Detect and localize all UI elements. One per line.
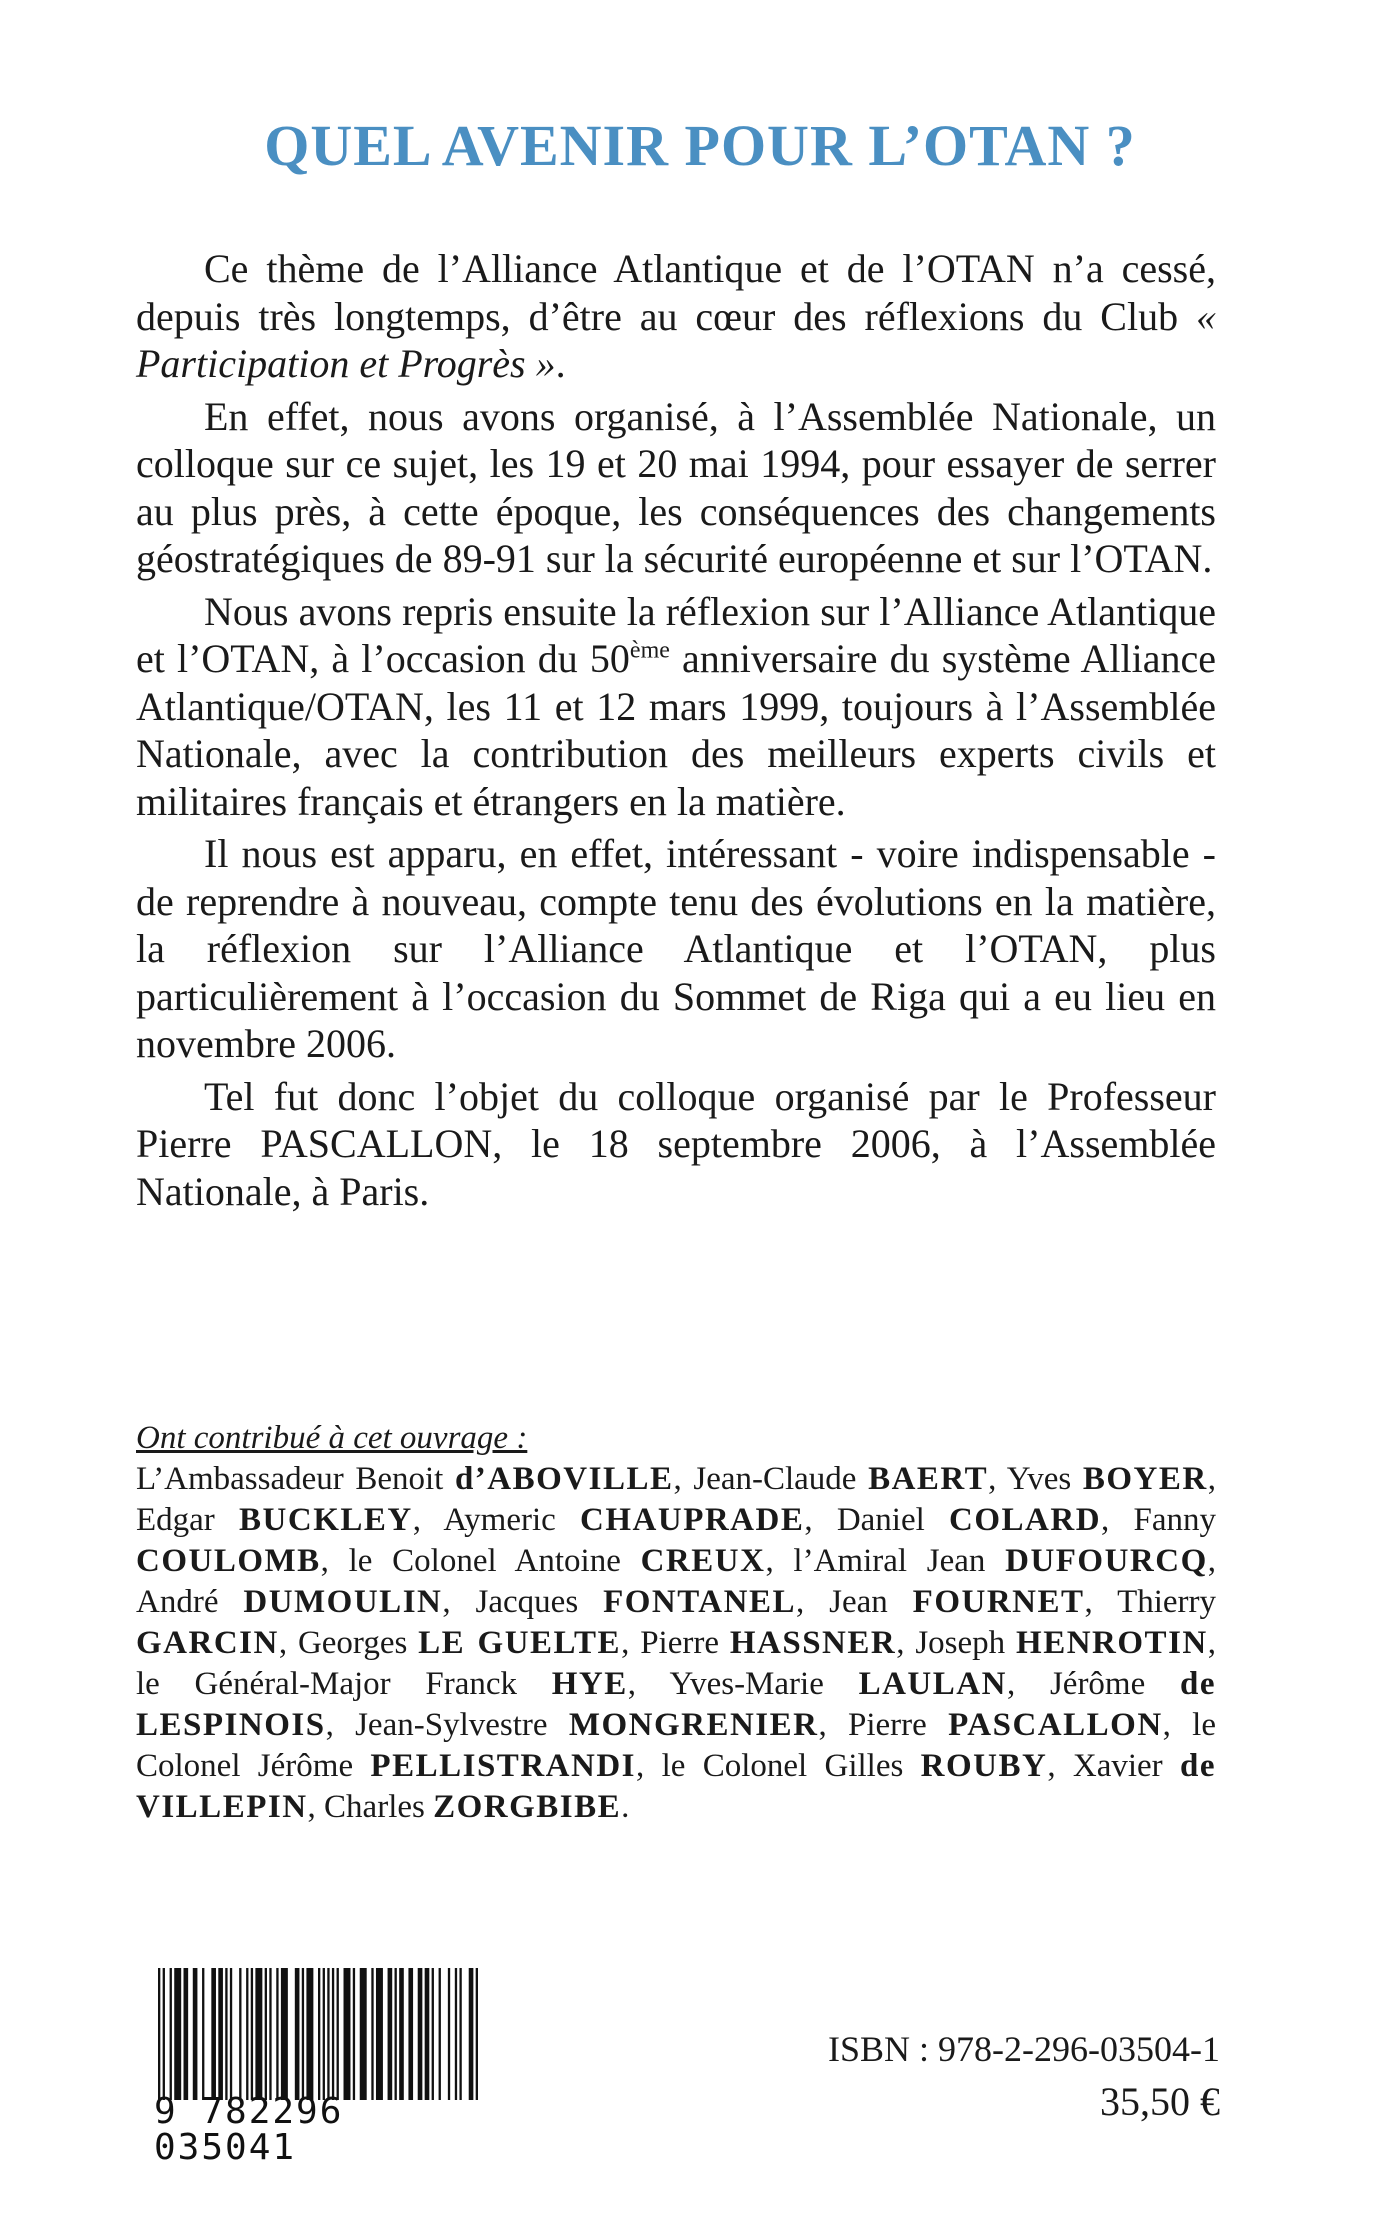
contributor-title: Daniel bbox=[836, 1502, 950, 1538]
contributor: Jean FOURNET, bbox=[829, 1584, 1118, 1620]
contributor: Xavier de VILLEPIN, bbox=[136, 1748, 1216, 1825]
barcode-bar bbox=[251, 1968, 253, 2100]
barcode-bar bbox=[399, 1968, 404, 2100]
contributor-name: FOURNET bbox=[912, 1584, 1085, 1620]
barcode-bar bbox=[476, 1968, 478, 2100]
barcode-bar bbox=[174, 1968, 181, 2100]
contributor-name: DUFOURCQ bbox=[1005, 1543, 1208, 1579]
paragraph-4: Il nous est apparu, en effet, intéressant - voire indispensable - de reprendre à nouveau, compte tenu des évolutions en la matière, la réflexion sur l’Alliance Atlantique et l’OTAN, plus particulièrement à l’occasion du Sommet de Riga qui a eu lieu en novembre 2006. bbox=[136, 831, 1216, 1066]
contributor: le Général-Major Franck HYE, bbox=[136, 1666, 670, 1702]
barcode-bar bbox=[395, 1968, 397, 2100]
contributor: Pierre PASCALLON, bbox=[848, 1707, 1193, 1743]
contributor: Fanny COULOMB, bbox=[136, 1502, 1216, 1579]
barcode-bar bbox=[163, 1968, 165, 2100]
barcode-bar bbox=[193, 1968, 198, 2100]
contributor-name: FONTANEL bbox=[603, 1584, 796, 1620]
contributor-name: HENROTIN bbox=[1016, 1625, 1208, 1661]
paragraph-3: Nous avons repris ensuite la réflexion sur l’Alliance Atlantique et l’OTAN, à l’occasion du 50ème anniversaire du système Alliance Atlantique/OTAN, les 11 et 12 mars 1999, toujours à l’Assemblée Nationale, avec la contribution des meilleurs experts civils et militaires français et étrangers en la matière. bbox=[136, 588, 1216, 824]
barcode-bar bbox=[432, 1968, 434, 2100]
contributor: Edgar BUCKLEY, bbox=[136, 1502, 444, 1538]
contributor-name: ZORGBIBE bbox=[433, 1789, 622, 1825]
barcode-bar bbox=[302, 1968, 304, 2100]
contributor-name: de VILLEPIN bbox=[136, 1748, 1216, 1825]
price: 35,50 € bbox=[1100, 2079, 1220, 2124]
paragraph-5: Tel fut donc l’objet du colloque organisé par le Professeur Pierre PASCALLON, le 18 septembre 2006, à l’Assemblée Nationale, à Paris. bbox=[136, 1073, 1216, 1214]
contributor-name: HASSNER bbox=[729, 1625, 897, 1661]
barcode-bar bbox=[184, 1968, 189, 2100]
contributor-title: André bbox=[136, 1584, 244, 1620]
contributor: Daniel COLARD, bbox=[836, 1502, 1134, 1538]
contributor: Thierry GARCIN, bbox=[136, 1584, 1217, 1661]
contributor-title: Charles bbox=[324, 1789, 434, 1825]
contributor: l’Amiral Jean DUFOURCQ, bbox=[793, 1543, 1217, 1579]
barcode-bar bbox=[408, 1968, 413, 2100]
barcode-bar bbox=[337, 1968, 339, 2100]
contributor-name: BOYER bbox=[1082, 1461, 1208, 1497]
contributor: Aymeric CHAUPRADE, bbox=[443, 1502, 837, 1538]
contributor-title: Jérôme bbox=[1049, 1666, 1180, 1702]
contributor: L’Ambassadeur Benoit d’ABOVILLE, bbox=[136, 1461, 694, 1497]
barcode-bar bbox=[376, 1968, 383, 2100]
barcode bbox=[154, 1968, 478, 2168]
contributor-name: ROUBY bbox=[920, 1748, 1048, 1784]
paragraph-1: Ce thème de l’Alliance Atlantique et de l’OTAN n’a cessé, depuis très longtemps, d’être au cœur des réflexions du Club « Participation et Progrès ». bbox=[136, 246, 1216, 386]
barcode-bar bbox=[371, 1968, 373, 2100]
contributor: Joseph HENROTIN, bbox=[915, 1625, 1216, 1661]
barcode-bar bbox=[425, 1968, 430, 2100]
contributor-name: HYE bbox=[551, 1666, 628, 1702]
barcode-bar bbox=[158, 1968, 160, 2100]
contributor-title: Thierry bbox=[1117, 1584, 1217, 1620]
book-title: QUEL AVENIR POUR L’OTAN ? bbox=[264, 113, 1136, 178]
barcode-bar bbox=[448, 1968, 450, 2100]
barcode-bar bbox=[439, 1968, 441, 2100]
contributor: Yves-Marie LAULAN, bbox=[669, 1666, 1050, 1702]
barcode-bar bbox=[318, 1968, 320, 2100]
contributor: Jean-Sylvestre MONGRENIER, bbox=[355, 1707, 849, 1743]
contributor-name: LE GUELTE bbox=[418, 1625, 622, 1661]
contributors-list bbox=[136, 1459, 1216, 1828]
barcode-bar bbox=[246, 1968, 248, 2100]
barcode-bar bbox=[353, 1968, 355, 2100]
contributor-title: Jean-Claude bbox=[693, 1461, 869, 1497]
contributor: le Colonel Gilles ROUBY, bbox=[661, 1748, 1073, 1784]
contributor: Pierre HASSNER, bbox=[640, 1625, 916, 1661]
contributor-name: COLARD bbox=[949, 1502, 1102, 1538]
contributor: Charles ZORGBIBE. bbox=[324, 1789, 630, 1825]
contributor: Yves BOYER, bbox=[1006, 1461, 1216, 1497]
contributor-name: PASCALLON bbox=[948, 1707, 1163, 1743]
isbn: ISBN : 978-2-296-03504-1 bbox=[828, 2029, 1220, 2069]
contributor-name: MONGRENIER bbox=[568, 1707, 819, 1743]
barcode-bar bbox=[332, 1968, 334, 2100]
contributor-title: Georges bbox=[297, 1625, 419, 1661]
paragraph-2: En effet, nous avons organisé, à l’Assemblée Nationale, un colloque sur ce sujet, les 19 et 20 mai 1994, pour essayer de serrer au plus près, à cette époque, les conséquences des changements géostratégiques de 89-91 sur la sécurité européenne et sur l’OTAN. bbox=[136, 393, 1216, 581]
contributor-title: Jacques bbox=[475, 1584, 604, 1620]
barcode-bar bbox=[225, 1968, 227, 2100]
contributor-title: Jean bbox=[829, 1584, 913, 1620]
contributor-name: DUMOULIN bbox=[243, 1584, 443, 1620]
contributor-title: le Colonel Gilles bbox=[661, 1748, 921, 1784]
contributor-title: Fanny bbox=[1133, 1502, 1216, 1538]
contributor-name: de LESPINOIS bbox=[136, 1666, 1216, 1743]
contributor-title: Yves-Marie bbox=[669, 1666, 859, 1702]
contributor-title: le Général-Major Franck bbox=[136, 1666, 552, 1702]
contributor: le Colonel Antoine CREUX, bbox=[348, 1543, 794, 1579]
contributor: Jean-Claude BAERT, bbox=[693, 1461, 1007, 1497]
barcode-bar bbox=[459, 1968, 461, 2100]
contributor-name: LAULAN bbox=[858, 1666, 1007, 1702]
barcode-bar bbox=[265, 1968, 267, 2100]
barcode-bar bbox=[255, 1968, 262, 2100]
barcode-bar bbox=[306, 1968, 313, 2100]
contributor-name: BUCKLEY bbox=[239, 1502, 413, 1538]
barcode-bar bbox=[455, 1968, 457, 2100]
contributor-name: PELLISTRANDI bbox=[370, 1748, 636, 1784]
barcode-bar bbox=[276, 1968, 278, 2100]
barcode-bar bbox=[295, 1968, 300, 2100]
barcode-bar bbox=[360, 1968, 367, 2100]
barcode-bar bbox=[344, 1968, 351, 2100]
contributor-title: Joseph bbox=[915, 1625, 1017, 1661]
contributor: le Colonel Jérôme PELLISTRANDI, bbox=[136, 1707, 1216, 1784]
contributor-title: Aymeric bbox=[443, 1502, 581, 1538]
barcode-bar bbox=[170, 1968, 172, 2100]
blurb bbox=[136, 245, 1216, 1220]
barcode-bar bbox=[269, 1968, 271, 2100]
barcode-bars bbox=[158, 1968, 478, 2100]
barcode-bar bbox=[388, 1968, 393, 2100]
contributor-title: Xavier bbox=[1072, 1748, 1180, 1784]
contributors-section bbox=[136, 1418, 1216, 1828]
contributor-title: Jean-Sylvestre bbox=[355, 1707, 569, 1743]
barcode-digits: 9 782296 035041 bbox=[154, 2091, 344, 2168]
barcode-bar bbox=[202, 1968, 204, 2100]
contributor-name: d’ABOVILLE bbox=[454, 1461, 674, 1497]
barcode-bar bbox=[418, 1968, 423, 2100]
contributor-name: CHAUPRADE bbox=[580, 1502, 805, 1538]
contributor: André DUMOULIN, bbox=[136, 1584, 476, 1620]
barcode-bar bbox=[469, 1968, 474, 2100]
contributor-title: Edgar bbox=[136, 1502, 240, 1538]
contributor-title: Pierre bbox=[848, 1707, 949, 1743]
contributor: Jacques FONTANEL, bbox=[475, 1584, 830, 1620]
contributor: Jérôme de LESPINOIS, bbox=[136, 1666, 1216, 1743]
contributors-label: Ont contribué à cet ouvrage : bbox=[136, 1420, 528, 1456]
barcode-bar bbox=[211, 1968, 216, 2100]
barcode-bar bbox=[327, 1968, 329, 2100]
contributor-title: Pierre bbox=[640, 1625, 730, 1661]
contributor-title: l’Amiral Jean bbox=[793, 1543, 1006, 1579]
contributor-title: le Colonel Jérôme bbox=[136, 1707, 1216, 1784]
contributor-name: COULOMB bbox=[136, 1543, 321, 1579]
contributor-title: Yves bbox=[1006, 1461, 1083, 1497]
contributor: Georges LE GUELTE, bbox=[297, 1625, 641, 1661]
barcode-bar bbox=[230, 1968, 232, 2100]
contributor-title: le Colonel Antoine bbox=[348, 1543, 641, 1579]
barcode-bar bbox=[281, 1968, 288, 2100]
club-name: « Participation et Progrès » bbox=[136, 293, 1216, 386]
contributor-name: CREUX bbox=[640, 1543, 766, 1579]
barcode-bar bbox=[218, 1968, 223, 2100]
barcode-bar bbox=[323, 1968, 325, 2100]
contributor-title: L’Ambassadeur Benoit bbox=[136, 1461, 455, 1497]
contributor-name: BAERT bbox=[868, 1461, 989, 1497]
contributor-name: GARCIN bbox=[136, 1625, 279, 1661]
barcode-bar bbox=[239, 1968, 241, 2100]
